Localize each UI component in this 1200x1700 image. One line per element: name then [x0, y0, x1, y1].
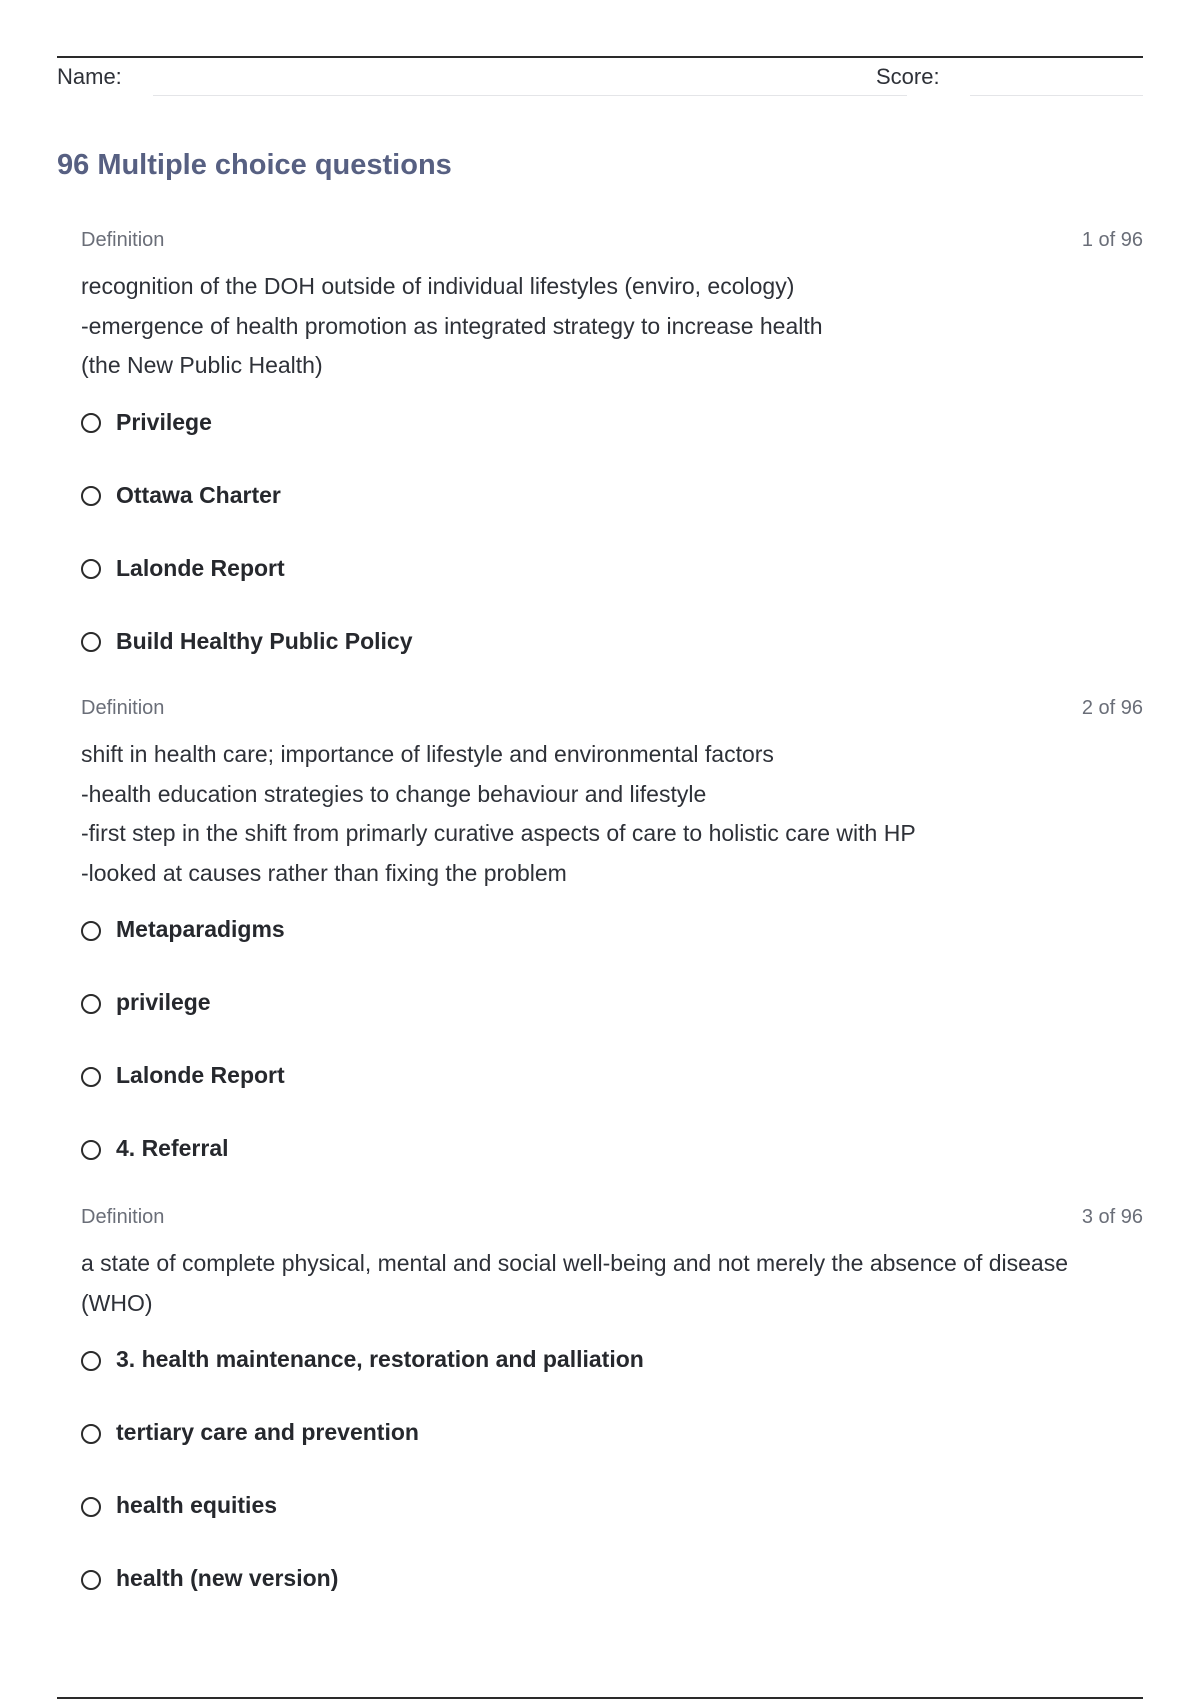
radio-button-icon[interactable] [81, 994, 101, 1014]
question-definition: shift in health care; importance of lifestyle and environmental factors -health education strategies to change behaviour and lifestyle -first step in the shift from primarly curative aspects of care to holistic care with HP -looked at causes rather than fixing the problem [81, 741, 916, 886]
name-score-header [57, 62, 1143, 98]
question-counter: 2 of 96 [1081, 697, 1143, 719]
answer-option-label: Privilege [116, 408, 212, 435]
bottom-rule [57, 1697, 1143, 1699]
answer-options [81, 893, 1143, 1185]
answer-option-label: privilege [116, 989, 211, 1015]
radio-button-icon[interactable] [81, 1497, 101, 1517]
answer-option[interactable] [81, 1396, 1143, 1469]
question-card [81, 697, 1143, 1185]
radio-button-icon[interactable] [81, 632, 101, 652]
answer-option-label: 4. Referral [116, 1135, 229, 1161]
question-card [81, 1206, 1143, 1615]
answer-option[interactable] [81, 386, 1143, 459]
answer-option-label: Build Healthy Public Policy [116, 627, 413, 654]
answer-option[interactable] [81, 893, 1143, 966]
answer-option[interactable] [81, 1323, 1143, 1396]
page-title: 96 Multiple choice questions [57, 149, 452, 181]
answer-option[interactable] [81, 1542, 1143, 1615]
radio-button-icon[interactable] [81, 1424, 101, 1444]
answer-option[interactable] [81, 605, 1143, 678]
name-label: Name: [57, 64, 122, 89]
answer-option-label: Ottawa Charter [116, 481, 281, 508]
answer-option-label: Lalonde Report [116, 1062, 285, 1088]
name-field[interactable] [153, 95, 907, 96]
radio-button-icon[interactable] [81, 1067, 101, 1087]
answer-option[interactable] [81, 1112, 1143, 1185]
top-rule [57, 56, 1143, 58]
answer-option-label: tertiary care and prevention [116, 1419, 419, 1445]
radio-button-icon[interactable] [81, 1351, 101, 1371]
radio-button-icon[interactable] [81, 559, 101, 579]
radio-button-icon[interactable] [81, 486, 101, 506]
answer-options [81, 1323, 1143, 1615]
answer-option[interactable] [81, 1469, 1143, 1542]
radio-button-icon[interactable] [81, 1570, 101, 1590]
answer-option[interactable] [81, 1039, 1143, 1112]
answer-option[interactable] [81, 459, 1143, 532]
question-card [81, 229, 1143, 678]
answer-option-label: 3. health maintenance, restoration and palliation [116, 1346, 644, 1372]
radio-button-icon[interactable] [81, 1140, 101, 1160]
answer-option-label: Lalonde Report [116, 554, 285, 581]
score-field[interactable] [970, 95, 1143, 96]
answer-options [81, 386, 1143, 678]
answer-option[interactable] [81, 966, 1143, 1039]
answer-option[interactable] [81, 532, 1143, 605]
radio-button-icon[interactable] [81, 413, 101, 433]
question-type-label: Definition [81, 1206, 165, 1228]
score-label: Score: [876, 64, 940, 89]
radio-button-icon[interactable] [81, 921, 101, 941]
question-type-label: Definition [81, 229, 165, 251]
question-definition: a state of complete physical, mental and social well-being and not merely the absence of disease (WHO) [81, 1250, 1069, 1316]
question-definition: recognition of the DOH outside of individual lifestyles (enviro, ecology) -emergence of health promotion as integrated strategy to increase health (the New Public Health) [81, 273, 823, 378]
answer-option-label: Metaparadigms [116, 916, 285, 942]
question-counter: 3 of 96 [1081, 1206, 1143, 1228]
question-counter: 1 of 96 [1081, 229, 1143, 251]
answer-option-label: health (new version) [116, 1565, 339, 1591]
question-type-label: Definition [81, 697, 165, 719]
answer-option-label: health equities [116, 1492, 278, 1518]
